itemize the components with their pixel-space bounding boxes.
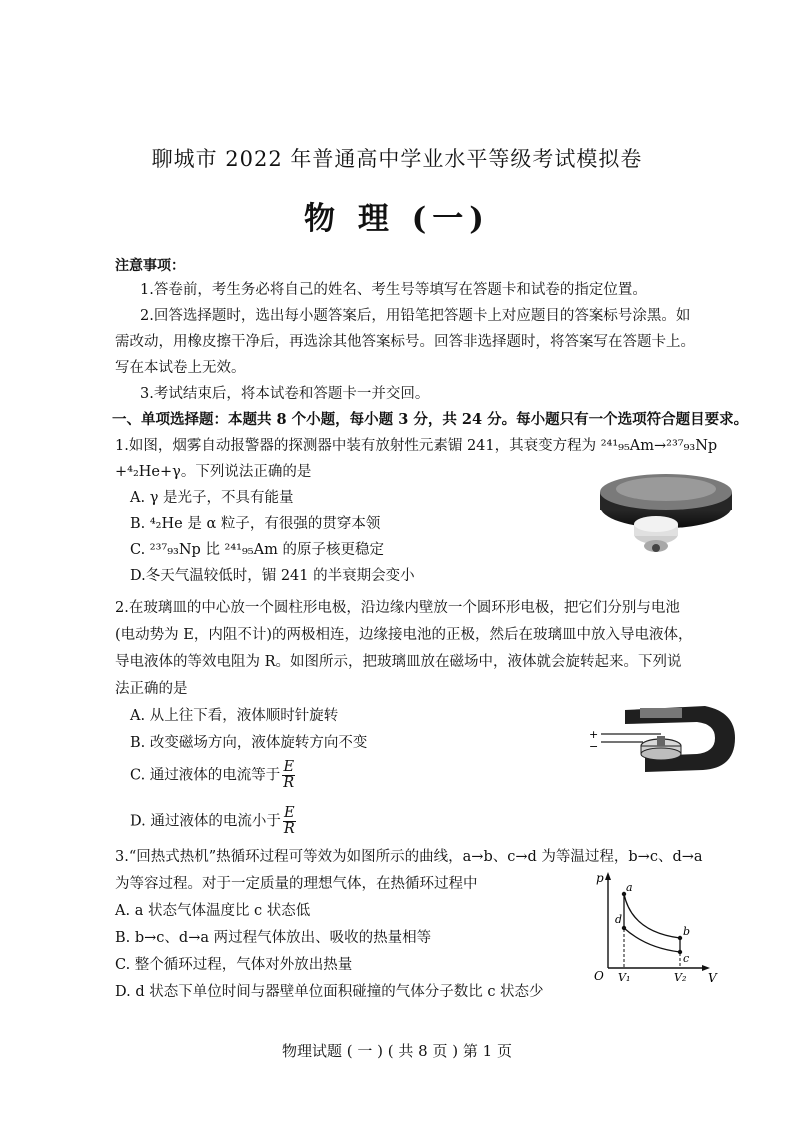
- magnet-dish-image: [585, 698, 745, 778]
- q1-stem-line-1: 1.如图，烟雾自动报警器的探测器中装有放射性元素镅 241，其衰变方程为 ²⁴¹₉₅Am→²³⁷₉₃Np: [115, 438, 718, 454]
- fraction-denominator: R: [283, 821, 295, 837]
- fraction-numerator: E: [283, 759, 295, 775]
- section-1-heading: 一、单项选择题：本题共 8 个小题，每小题 3 分，共 24 分。每小题只有一个选项符合题目要求。: [112, 411, 749, 428]
- q1-option-c: C. ²³⁷₉₃Np 比 ²⁴¹₉₅Am 的原子核更稳定: [130, 542, 384, 558]
- q1-stem-line-2: +⁴₂He+γ。下列说法正确的是: [115, 464, 312, 480]
- subject-title: 物 理 (一): [304, 201, 490, 237]
- note-1: 1.答卷前，考生务必将自己的姓名、考生号等填写在答题卡和试卷的指定位置。: [140, 282, 647, 298]
- note-2-line-3: 写在本试卷上无效。: [115, 360, 246, 376]
- page-footer: 物理试题 ( 一 ) ( 共 8 页 ) 第 1 页: [282, 1042, 512, 1060]
- p-axis-arrow: [605, 872, 611, 880]
- q2-stem-line-3: 导电液体的等效电阻为 R。如图所示，把玻璃皿放在磁场中，液体就会旋转起来。下列说: [115, 654, 682, 670]
- v-axis-label: V: [708, 971, 717, 984]
- q3-stem-line-1: 3.“回热式热机”热循环过程可等效为如图所示的曲线，a→b、c→d 为等温过程，b→c、d→a: [115, 849, 703, 865]
- q3-option-d: D. d 状态下单位时间与器壁单位面积碰撞的气体分子数比 c 状态少: [115, 984, 544, 1000]
- pv-graph: [588, 868, 718, 984]
- q2-option-d: [130, 806, 296, 837]
- v1-label: V₁: [618, 971, 631, 984]
- q1-option-d: D.冬天气温较低时，镅 241 的半衰期会变小: [130, 568, 415, 584]
- point-a-label: a: [626, 881, 633, 894]
- q2-stem-line-1: 2.在玻璃皿的中心放一个圆柱形电极，沿边缘内壁放一个圆环形电极，把它们分别与电池: [115, 600, 680, 616]
- note-3: 3.考试结束后，将本试卷和答题卡一并交回。: [140, 386, 430, 402]
- q3-option-a: A. a 状态气体温度比 c 状态低: [115, 903, 311, 919]
- notes-heading: 注意事项：: [115, 258, 185, 274]
- q1-option-a: A. γ 是光子，不具有能量: [130, 490, 294, 506]
- exam-title: 聊城市 2022 年普通高中学业水平等级考试模拟卷: [151, 147, 643, 171]
- q3-stem-line-2: 为等容过程。对于一定质量的理想气体，在热循环过程中: [115, 876, 478, 892]
- q2-option-b: B. 改变磁场方向，液体旋转方向不变: [130, 735, 368, 751]
- fraction-denominator: R: [283, 775, 295, 791]
- q2-option-c: [130, 760, 295, 791]
- note-2-line-2: 需改动，用橡皮擦干净后，再选涂其他答案标号。回答非选择题时，将答案写在答题卡上。: [115, 334, 695, 350]
- battery-plus-label: +: [589, 728, 599, 741]
- battery-minus-label: −: [589, 740, 599, 753]
- point-b-label: b: [683, 925, 691, 938]
- q2-option-a: A. 从上往下看，液体顺时针旋转: [130, 708, 339, 724]
- q1-option-b: B. ⁴₂He 是 α 粒子，有很强的贯穿本领: [130, 516, 381, 532]
- origin-label: O: [594, 969, 604, 983]
- q2-option-d-text: D. 通过液体的电流小于: [130, 813, 281, 830]
- fraction-e-over-r: [283, 806, 296, 837]
- v2-label: V₂: [674, 971, 687, 984]
- smoke-detector-image: [590, 462, 740, 558]
- point-d-label: d: [615, 913, 623, 926]
- q2-stem-line-4: 法正确的是: [115, 681, 188, 697]
- isotherm-ab: [624, 894, 680, 938]
- point-b: [678, 936, 682, 940]
- p-axis-label: p: [596, 871, 604, 885]
- q2-option-c-text: C. 通过液体的电流等于: [130, 767, 281, 784]
- point-c: [678, 950, 682, 954]
- point-c-label: c: [683, 952, 690, 965]
- fraction-numerator: E: [283, 805, 295, 821]
- q3-option-c: C. 整个循环过程，气体对外放出热量: [115, 957, 353, 973]
- q3-option-b: B. b→c、d→a 两过程气体放出、吸收的热量相等: [115, 930, 432, 946]
- q2-stem-line-2: (电动势为 E，内阻不计)的两极相连，边缘接电池的正极，然后在玻璃皿中放入导电液体，: [115, 627, 693, 643]
- isotherm-cd: [624, 928, 680, 952]
- point-d: [622, 926, 626, 930]
- fraction-e-over-r: [282, 760, 295, 791]
- note-2-line-1: 2.回答选择题时，选出每小题答案后，用铅笔把答题卡上对应题目的答案标号涂黑。如: [140, 308, 691, 324]
